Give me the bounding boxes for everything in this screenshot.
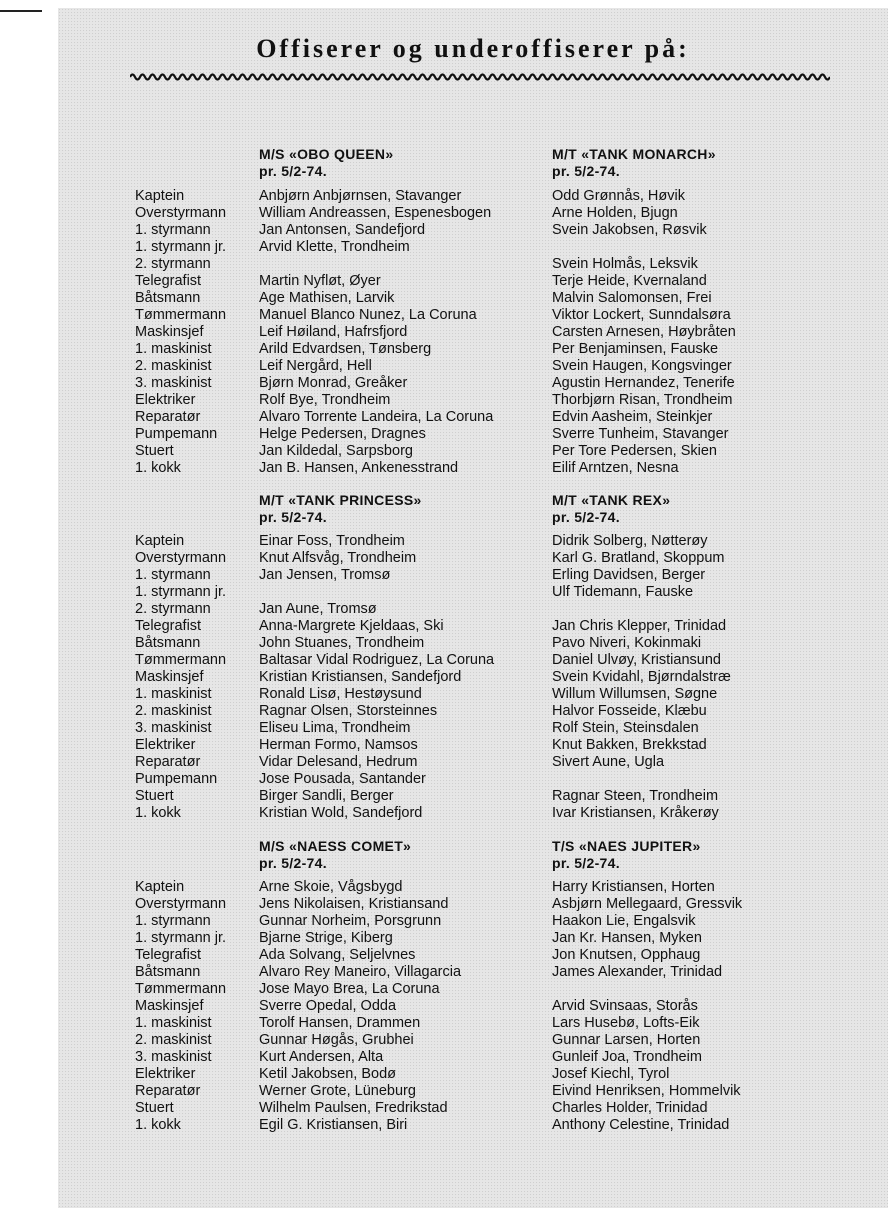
rank-label: Reparatør <box>135 409 201 425</box>
crew-name-left: Alvaro Rey Maneiro, Villagarcia <box>259 964 462 980</box>
crew-row <box>58 720 888 737</box>
crew-name-left: Jan Antonsen, Sandefjord <box>259 222 426 238</box>
rank-label: 1. kokk <box>135 805 181 821</box>
rank-label: 1. kokk <box>135 460 181 476</box>
rank-label: Kaptein <box>135 533 185 549</box>
crew-name-right: Charles Holder, Trinidad <box>552 1100 708 1116</box>
crew-name-left: Knut Alfsvåg, Trondheim <box>259 550 417 566</box>
crew-name-right: Didrik Solberg, Nøtterøy <box>552 533 708 549</box>
crew-name-right: Pavo Niveri, Kokinmaki <box>552 635 702 651</box>
crew-name-left: Jose Mayo Brea, La Coruna <box>259 981 440 997</box>
crew-name-right: Svein Jakobsen, Røsvik <box>552 222 707 238</box>
ship-name-left: M/S «NAESS COMET» <box>259 838 412 854</box>
crew-name-left: Ada Solvang, Seljelvnes <box>259 947 416 963</box>
crew-name-left: Arne Skoie, Vågsbygd <box>259 879 403 895</box>
rank-label: 1. maskinist <box>135 1015 212 1031</box>
rank-label: Pumpemann <box>135 771 218 787</box>
crew-name-left: Jan B. Hansen, Ankenesstrand <box>259 460 459 476</box>
crew-name-left: Helge Pedersen, Dragnes <box>259 426 426 442</box>
crew-row <box>58 686 888 703</box>
crew-row <box>58 324 888 341</box>
crew-name-right: Edvin Aasheim, Steinkjer <box>552 409 713 425</box>
crew-row <box>58 788 888 805</box>
crew-row <box>58 188 888 205</box>
crew-name-right: Malvin Salomonsen, Frei <box>552 290 712 306</box>
crew-name-left: Bjørn Monrad, Greåker <box>259 375 408 391</box>
crew-name-right: Knut Bakken, Brekkstad <box>552 737 707 753</box>
ship-date-left: pr. 5/2-74. <box>259 509 327 525</box>
ship-name-right: M/T «TANK MONARCH» <box>552 146 716 162</box>
rank-label: 2. maskinist <box>135 703 212 719</box>
crew-row <box>58 375 888 392</box>
crew-name-right: Odd Grønnås, Høvik <box>552 188 685 204</box>
rank-label: Maskinsjef <box>135 669 204 685</box>
crew-name-left: Ketil Jakobsen, Bodø <box>259 1066 397 1082</box>
crew-name-right: James Alexander, Trinidad <box>552 964 723 980</box>
crew-row <box>58 239 888 256</box>
crew-name-right: Lars Husebø, Lofts-Eik <box>552 1015 700 1031</box>
rank-label: 1. styrmann jr. <box>135 239 227 255</box>
crew-row <box>58 307 888 324</box>
crew-row <box>58 879 888 896</box>
crew-name-right: Thorbjørn Risan, Trondheim <box>552 392 733 408</box>
rank-label: Båtsmann <box>135 635 201 651</box>
crew-row <box>58 290 888 307</box>
crew-name-right: Asbjørn Mellegaard, Gressvik <box>552 896 743 912</box>
crew-name-left: Torolf Hansen, Drammen <box>259 1015 421 1031</box>
crew-row <box>58 771 888 788</box>
crew-name-right: Terje Heide, Kvernaland <box>552 273 707 289</box>
rank-label: Reparatør <box>135 1083 201 1099</box>
rank-label: Telegrafist <box>135 947 202 963</box>
crew-name-left: Vidar Delesand, Hedrum <box>259 754 418 770</box>
crew-name-right: Haakon Lie, Engalsvik <box>552 913 696 929</box>
crew-row <box>58 426 888 443</box>
crew-name-right: Arvid Svinsaas, Storås <box>552 998 698 1014</box>
crew-row <box>58 652 888 669</box>
rank-label: 3. maskinist <box>135 1049 212 1065</box>
rank-label: 1. styrmann jr. <box>135 584 227 600</box>
rank-label: Tømmermann <box>135 652 227 668</box>
crew-row <box>58 805 888 822</box>
crew-row <box>58 550 888 567</box>
crew-name-right: Eivind Henriksen, Hommelvik <box>552 1083 741 1099</box>
rank-label: Maskinsjef <box>135 324 204 340</box>
crew-row <box>58 409 888 426</box>
crew-row <box>58 1117 888 1134</box>
crew-name-left: Rolf Bye, Trondheim <box>259 392 391 408</box>
crew-row <box>58 1100 888 1117</box>
crew-name-left: Eliseu Lima, Trondheim <box>259 720 411 736</box>
crew-row <box>58 205 888 222</box>
crew-name-left: Jens Nikolaisen, Kristiansand <box>259 896 449 912</box>
crew-row <box>58 601 888 618</box>
crew-name-right: Erling Davidsen, Berger <box>552 567 706 583</box>
crew-row <box>58 1083 888 1100</box>
crew-row <box>58 460 888 477</box>
crew-row <box>58 964 888 981</box>
crew-name-left: Einar Foss, Trondheim <box>259 533 405 549</box>
crew-name-left: Leif Nergård, Hell <box>259 358 372 374</box>
crew-name-right: Jon Knutsen, Opphaug <box>552 947 701 963</box>
crew-name-right: Anthony Celestine, Trinidad <box>552 1117 730 1133</box>
rank-label: Kaptein <box>135 879 185 895</box>
crew-name-left: Herman Formo, Namsos <box>259 737 418 753</box>
crew-name-left: Kristian Wold, Sandefjord <box>259 805 423 821</box>
crew-name-right: Ulf Tidemann, Fauske <box>552 584 694 600</box>
crew-name-right: Gunnar Larsen, Horten <box>552 1032 701 1048</box>
page-heading: Offiserer og underoffiserer på: <box>256 34 690 63</box>
crew-row <box>58 1032 888 1049</box>
crew-name-left: Jan Aune, Tromsø <box>259 601 377 617</box>
rank-label: 2. styrmann <box>135 256 211 272</box>
crew-row <box>58 618 888 635</box>
ship-name-left: M/S «OBO QUEEN» <box>259 146 394 162</box>
rank-label: Overstyrmann <box>135 896 227 912</box>
crew-name-left: William Andreassen, Espenesbogen <box>259 205 492 221</box>
crew-row <box>58 703 888 720</box>
crew-name-right: Harry Kristiansen, Horten <box>552 879 715 895</box>
crew-row <box>58 896 888 913</box>
crew-name-right: Viktor Lockert, Sunndalsøra <box>552 307 731 323</box>
rank-label: Overstyrmann <box>135 205 227 221</box>
rank-label: Maskinsjef <box>135 998 204 1014</box>
ship-name-right: T/S «NAES JUPITER» <box>552 838 701 854</box>
rank-label: Elektriker <box>135 392 196 408</box>
crew-row <box>58 754 888 771</box>
crew-name-right: Svein Holmås, Leksvik <box>552 256 698 272</box>
rank-label: Telegrafist <box>135 618 202 634</box>
crew-row <box>58 930 888 947</box>
rank-label: Stuert <box>135 1100 174 1116</box>
crew-row <box>58 998 888 1015</box>
crew-row <box>58 913 888 930</box>
crew-name-right: Per Benjaminsen, Fauske <box>552 341 719 357</box>
crew-row <box>58 256 888 273</box>
crew-name-right: Halvor Fosseide, Klæbu <box>552 703 707 719</box>
rank-label: 1. styrmann <box>135 222 211 238</box>
scan-edge-mark <box>0 10 42 12</box>
crew-name-right: Svein Kvidahl, Bjørndalstræ <box>552 669 731 685</box>
crew-name-left: Anbjørn Anbjørnsen, Stavanger <box>259 188 462 204</box>
crew-name-right: Sverre Tunheim, Stavanger <box>552 426 729 442</box>
rank-label: 1. styrmann <box>135 567 211 583</box>
ship-name-left: M/T «TANK PRINCESS» <box>259 492 422 508</box>
crew-name-right: Svein Haugen, Kongsvinger <box>552 358 732 374</box>
rank-label: Båtsmann <box>135 290 201 306</box>
crew-row <box>58 1049 888 1066</box>
rank-label: 1. styrmann <box>135 913 211 929</box>
crew-row <box>58 635 888 652</box>
rank-label: Elektriker <box>135 1066 196 1082</box>
crew-row <box>58 443 888 460</box>
crew-name-right: Daniel Ulvøy, Kristiansund <box>552 652 721 668</box>
rank-label: Elektriker <box>135 737 196 753</box>
rank-label: 1. maskinist <box>135 686 212 702</box>
crew-row <box>58 273 888 290</box>
crew-name-right: Carsten Arnesen, Høybråten <box>552 324 736 340</box>
crew-name-left: Arild Edvardsen, Tønsberg <box>259 341 432 357</box>
ship-date-right: pr. 5/2-74. <box>552 855 620 871</box>
crew-name-left: Jan Kildedal, Sarpsborg <box>259 443 413 459</box>
crew-name-left: Ragnar Olsen, Storsteinnes <box>259 703 438 719</box>
crew-name-right: Gunleif Joa, Trondheim <box>552 1049 702 1065</box>
crew-row <box>58 341 888 358</box>
crew-name-left: Ronald Lisø, Hestøysund <box>259 686 422 702</box>
crew-name-left: Wilhelm Paulsen, Fredrikstad <box>259 1100 448 1116</box>
crew-name-left: Manuel Blanco Nunez, La Coruna <box>259 307 477 323</box>
crew-row <box>58 947 888 964</box>
crew-name-left: Kristian Kristiansen, Sandefjord <box>259 669 462 685</box>
crew-name-left: Jose Pousada, Santander <box>259 771 426 787</box>
crew-name-right: Jan Kr. Hansen, Myken <box>552 930 702 946</box>
rank-label: Tømmermann <box>135 307 227 323</box>
crew-row <box>58 1066 888 1083</box>
rank-label: Kaptein <box>135 188 185 204</box>
crew-row <box>58 358 888 375</box>
crew-name-right: Sivert Aune, Ugla <box>552 754 665 770</box>
rank-label: 1. maskinist <box>135 341 212 357</box>
crew-name-left: Kurt Andersen, Alta <box>259 1049 384 1065</box>
crew-name-left: Age Mathisen, Larvik <box>259 290 395 306</box>
crew-name-left: Werner Grote, Lüneburg <box>259 1083 416 1099</box>
crew-name-left: Gunnar Norheim, Porsgrunn <box>259 913 442 929</box>
rank-label: 3. maskinist <box>135 720 212 736</box>
crew-row <box>58 981 888 998</box>
crew-row <box>58 584 888 601</box>
crew-name-left: Gunnar Høgås, Grubhei <box>259 1032 414 1048</box>
crew-name-right: Ragnar Steen, Trondheim <box>552 788 719 804</box>
rank-label: Tømmermann <box>135 981 227 997</box>
crew-row <box>58 392 888 409</box>
crew-name-right: Josef Kiechl, Tyrol <box>552 1066 670 1082</box>
crew-name-right: Jan Chris Klepper, Trinidad <box>552 618 727 634</box>
crew-name-left: Bjarne Strige, Kiberg <box>259 930 393 946</box>
crew-name-left: Baltasar Vidal Rodriguez, La Coruna <box>259 652 495 668</box>
crew-name-right: Eilif Arntzen, Nesna <box>552 460 679 476</box>
rank-label: Pumpemann <box>135 426 218 442</box>
crew-list <box>58 879 888 1134</box>
crew-name-right: Per Tore Pedersen, Skien <box>552 443 717 459</box>
crew-list <box>58 533 888 822</box>
crew-name-right: Willum Willumsen, Søgne <box>552 686 718 702</box>
ship-date-right: pr. 5/2-74. <box>552 163 620 179</box>
crew-name-right: Ivar Kristiansen, Kråkerøy <box>552 805 719 821</box>
ship-name-right: M/T «TANK REX» <box>552 492 671 508</box>
crew-row <box>58 567 888 584</box>
rank-label: Stuert <box>135 788 174 804</box>
crew-row <box>58 669 888 686</box>
crew-name-left: Alvaro Torrente Landeira, La Coruna <box>259 409 494 425</box>
crew-name-right: Arne Holden, Bjugn <box>552 205 678 221</box>
rank-label: 1. kokk <box>135 1117 181 1133</box>
crew-name-left: Sverre Opedal, Odda <box>259 998 397 1014</box>
rank-label: 2. styrmann <box>135 601 211 617</box>
rank-label: Overstyrmann <box>135 550 227 566</box>
rank-label: Stuert <box>135 443 174 459</box>
crew-name-left: Arvid Klette, Trondheim <box>259 239 410 255</box>
ship-date-left: pr. 5/2-74. <box>259 855 327 871</box>
crew-name-left: John Stuanes, Trondheim <box>259 635 425 651</box>
crew-name-left: Jan Jensen, Tromsø <box>259 567 391 583</box>
crew-name-right: Agustin Hernandez, Tenerife <box>552 375 735 391</box>
crew-name-left: Anna-Margrete Kjeldaas, Ski <box>259 618 444 634</box>
rank-label: 2. maskinist <box>135 1032 212 1048</box>
rank-label: 1. styrmann jr. <box>135 930 227 946</box>
crew-name-left: Egil G. Kristiansen, Biri <box>259 1117 408 1133</box>
wavy-underline <box>130 70 830 84</box>
crew-row <box>58 737 888 754</box>
crew-name-left: Birger Sandli, Berger <box>259 788 394 804</box>
crew-row <box>58 533 888 550</box>
crew-name-right: Rolf Stein, Steinsdalen <box>552 720 699 736</box>
rank-label: Telegrafist <box>135 273 202 289</box>
crew-name-left: Leif Høiland, Hafrsfjord <box>259 324 408 340</box>
crew-row <box>58 1015 888 1032</box>
crew-list <box>58 188 888 477</box>
rank-label: Båtsmann <box>135 964 201 980</box>
crew-name-left: Martin Nyfløt, Øyer <box>259 273 381 289</box>
crew-row <box>58 222 888 239</box>
rank-label: 3. maskinist <box>135 375 212 391</box>
rank-label: Reparatør <box>135 754 201 770</box>
crew-name-right: Karl G. Bratland, Skoppum <box>552 550 725 566</box>
ship-date-right: pr. 5/2-74. <box>552 509 620 525</box>
rank-label: 2. maskinist <box>135 358 212 374</box>
ship-date-left: pr. 5/2-74. <box>259 163 327 179</box>
